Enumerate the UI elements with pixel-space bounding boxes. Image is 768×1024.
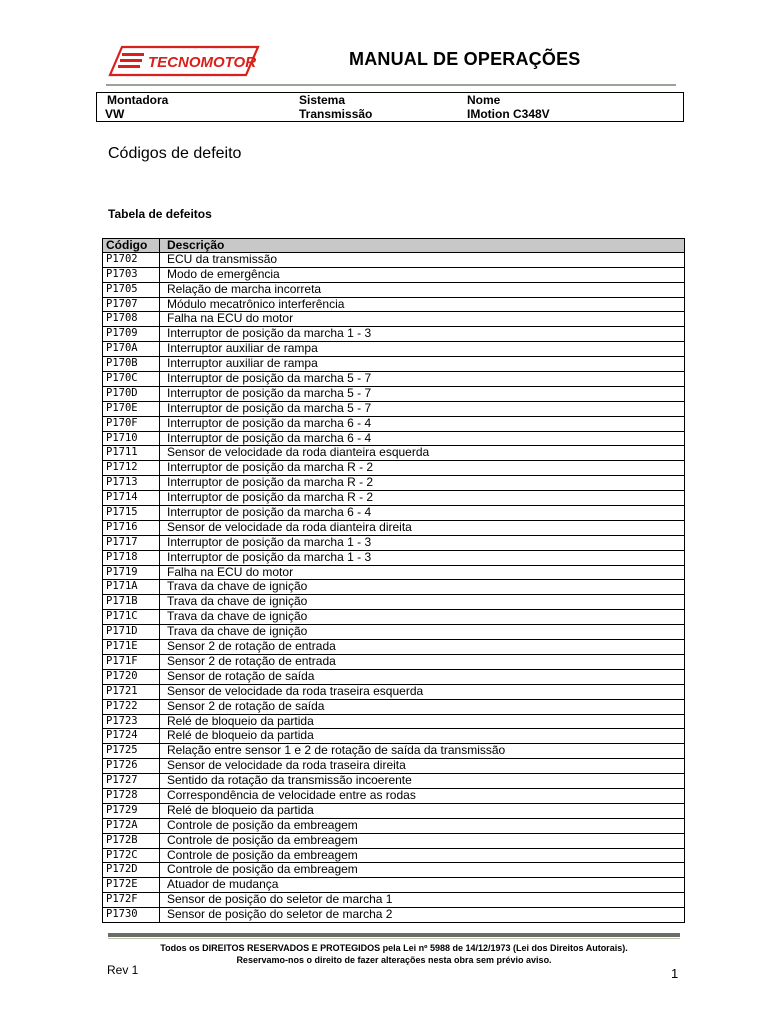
fault-code: P1714 bbox=[102, 491, 160, 505]
fault-code: P1713 bbox=[102, 476, 160, 490]
fault-description: Trava da chave de ignição bbox=[167, 580, 308, 594]
table-row bbox=[102, 506, 685, 521]
nome-value: IMotion C348V bbox=[467, 107, 550, 121]
fault-description: Interruptor de posição da marcha R - 2 bbox=[167, 476, 374, 490]
fault-description: Sensor de velocidade da roda dianteira direita bbox=[167, 520, 412, 534]
table-border-right bbox=[684, 238, 685, 923]
fault-code: P1710 bbox=[102, 432, 160, 446]
vehicle-info-box bbox=[96, 92, 684, 122]
table-row bbox=[102, 625, 685, 640]
fault-code: P1726 bbox=[102, 759, 160, 773]
fault-code: P1712 bbox=[102, 461, 160, 475]
fault-description: Sensor de rotação de saída bbox=[167, 669, 315, 683]
table-row bbox=[102, 700, 685, 715]
table-row bbox=[102, 461, 685, 476]
fault-description: Interruptor auxiliar de rampa bbox=[167, 357, 318, 371]
table-row bbox=[102, 804, 685, 819]
fault-description: ECU da transmissão bbox=[167, 252, 278, 266]
fault-description: Sentido da rotação da transmissão incoerente bbox=[167, 774, 412, 788]
fault-description: Modo de emergência bbox=[167, 267, 280, 281]
table-row bbox=[102, 863, 685, 878]
fault-description: Controle de posição da embreagem bbox=[167, 818, 358, 832]
table-row bbox=[102, 402, 685, 417]
fault-description: Sensor de velocidade da roda traseira direita bbox=[167, 759, 406, 773]
table-row bbox=[102, 893, 685, 908]
table-row bbox=[102, 789, 685, 804]
fault-code: P1729 bbox=[102, 804, 160, 818]
fault-description: Interruptor de posição da marcha R - 2 bbox=[167, 461, 374, 475]
fault-description: Sensor 2 de rotação de entrada bbox=[167, 640, 336, 654]
copyright-line-2: Reservamo-nos o direito de fazer alterações nesta obra sem prévio aviso. bbox=[236, 955, 552, 965]
table-row bbox=[102, 298, 685, 313]
fault-code: P1716 bbox=[102, 521, 160, 535]
table-row bbox=[102, 655, 685, 670]
fault-code: P1705 bbox=[102, 283, 160, 297]
footer-divider-accent bbox=[108, 938, 680, 939]
fault-description: Relação entre sensor 1 e 2 de rotação de saída da transmissão bbox=[167, 744, 506, 758]
table-row bbox=[102, 476, 685, 491]
header-divider bbox=[106, 84, 676, 86]
fault-description: Controle de posição da embreagem bbox=[167, 833, 358, 847]
fault-code: P1717 bbox=[102, 536, 160, 550]
fault-code: P1708 bbox=[102, 312, 160, 326]
sistema-value: Transmissão bbox=[299, 107, 373, 121]
fault-code: P171C bbox=[102, 610, 160, 624]
table-row bbox=[102, 551, 685, 566]
table-row bbox=[102, 908, 685, 923]
fault-code: P170D bbox=[102, 387, 160, 401]
table-row bbox=[102, 342, 685, 357]
fault-code: P172D bbox=[102, 863, 160, 877]
fault-code: P170F bbox=[102, 417, 160, 431]
table-row bbox=[102, 417, 685, 432]
fault-description: Interruptor de posição da marcha 5 - 7 bbox=[167, 386, 372, 400]
table-row bbox=[102, 774, 685, 789]
fault-description: Módulo mecatrônico interferência bbox=[167, 297, 345, 311]
fault-code: P171A bbox=[102, 580, 160, 594]
table-row bbox=[102, 372, 685, 387]
fault-description: Sensor de posição do seletor de marcha 2 bbox=[167, 908, 393, 922]
page-number: 1 bbox=[671, 966, 679, 981]
table-row bbox=[102, 327, 685, 342]
column-header-description: Descrição bbox=[167, 239, 225, 252]
table-row bbox=[102, 521, 685, 536]
revision-label: Rev 1 bbox=[107, 963, 139, 977]
table-row bbox=[102, 715, 685, 730]
table-row bbox=[102, 744, 685, 759]
fault-description: Interruptor de posição da marcha R - 2 bbox=[167, 491, 374, 505]
fault-code: P1719 bbox=[102, 566, 160, 580]
fault-code: P1728 bbox=[102, 789, 160, 803]
fault-code: P1730 bbox=[102, 908, 160, 922]
table-row bbox=[102, 253, 685, 268]
fault-description: Interruptor de posição da marcha 5 - 7 bbox=[167, 401, 372, 415]
table-row bbox=[102, 580, 685, 595]
fault-description: Interruptor de posição da marcha 1 - 3 bbox=[167, 535, 372, 549]
fault-code-table bbox=[102, 238, 685, 923]
fault-description: Controle de posição da embreagem bbox=[167, 863, 358, 877]
fault-description: Sensor de posição do seletor de marcha 1 bbox=[167, 893, 393, 907]
table-row bbox=[102, 446, 685, 461]
fault-code: P170C bbox=[102, 372, 160, 386]
fault-description: Sensor 2 de rotação de saída bbox=[167, 699, 325, 713]
table-row bbox=[102, 610, 685, 625]
fault-description: Falha na ECU do motor bbox=[167, 565, 294, 579]
fault-code: P1711 bbox=[102, 446, 160, 460]
table-row bbox=[102, 268, 685, 283]
fault-description: Sensor de velocidade da roda traseira esquerda bbox=[167, 684, 424, 698]
fault-code: P172B bbox=[102, 834, 160, 848]
copyright-notice bbox=[108, 942, 680, 966]
fault-code: P1715 bbox=[102, 506, 160, 520]
fault-code: P171B bbox=[102, 595, 160, 609]
fault-code: P1724 bbox=[102, 729, 160, 743]
fault-code: P1707 bbox=[102, 298, 160, 312]
fault-description: Interruptor auxiliar de rampa bbox=[167, 342, 318, 356]
table-body bbox=[102, 253, 685, 923]
table-row bbox=[102, 670, 685, 685]
document-title: MANUAL DE OPERAÇÕES bbox=[349, 49, 581, 69]
table-row bbox=[102, 878, 685, 893]
fault-description: Interruptor de posição da marcha 6 - 4 bbox=[167, 431, 372, 445]
sistema-label: Sistema bbox=[299, 93, 346, 107]
fault-description: Interruptor de posição da marcha 6 - 4 bbox=[167, 506, 372, 520]
table-row bbox=[102, 283, 685, 298]
table-row bbox=[102, 566, 685, 581]
table-row bbox=[102, 849, 685, 864]
nome-label: Nome bbox=[467, 93, 501, 107]
table-row bbox=[102, 387, 685, 402]
fault-code: P170E bbox=[102, 402, 160, 416]
tecnomotor-logo bbox=[108, 44, 260, 78]
fault-description: Relação de marcha incorreta bbox=[167, 282, 322, 296]
table-row bbox=[102, 819, 685, 834]
fault-description: Relé de bloqueio da partida bbox=[167, 729, 314, 743]
table-row bbox=[102, 312, 685, 327]
fault-code: P1721 bbox=[102, 685, 160, 699]
montadora-value: VW bbox=[105, 107, 125, 121]
fault-description: Trava da chave de ignição bbox=[167, 610, 308, 624]
fault-description: Trava da chave de ignição bbox=[167, 595, 308, 609]
fault-code: P171E bbox=[102, 640, 160, 654]
table-header-row bbox=[102, 238, 685, 253]
fault-description: Interruptor de posição da marcha 5 - 7 bbox=[167, 372, 372, 386]
fault-description: Sensor de velocidade da roda dianteira esquerda bbox=[167, 446, 430, 460]
table-border-left bbox=[102, 238, 103, 923]
fault-code: P1702 bbox=[102, 253, 160, 267]
fault-code: P1703 bbox=[102, 268, 160, 282]
table-row bbox=[102, 536, 685, 551]
fault-description: Relé de bloqueio da partida bbox=[167, 714, 314, 728]
table-title: Tabela de defeitos bbox=[108, 207, 212, 221]
fault-description: Atuador de mudança bbox=[167, 878, 279, 892]
table-row bbox=[102, 834, 685, 849]
table-row bbox=[102, 685, 685, 700]
fault-description: Relé de bloqueio da partida bbox=[167, 803, 314, 817]
fault-code: P1725 bbox=[102, 744, 160, 758]
svg-text:TECNOMOTOR: TECNOMOTOR bbox=[148, 54, 257, 71]
table-row bbox=[102, 357, 685, 372]
fault-code: P172F bbox=[102, 893, 160, 907]
fault-code: P1720 bbox=[102, 670, 160, 684]
table-row bbox=[102, 432, 685, 447]
fault-description: Trava da chave de ignição bbox=[167, 625, 308, 639]
fault-description: Correspondência de velocidade entre as rodas bbox=[167, 788, 416, 802]
table-row bbox=[102, 491, 685, 506]
fault-code: P1722 bbox=[102, 700, 160, 714]
section-title: Códigos de defeito bbox=[108, 145, 242, 162]
fault-description: Interruptor de posição da marcha 1 - 3 bbox=[167, 327, 372, 341]
fault-description: Controle de posição da embreagem bbox=[167, 848, 358, 862]
fault-code: P1709 bbox=[102, 327, 160, 341]
fault-code: P1727 bbox=[102, 774, 160, 788]
table-row bbox=[102, 759, 685, 774]
footer-divider bbox=[108, 933, 680, 937]
fault-code: P1718 bbox=[102, 551, 160, 565]
fault-description: Interruptor de posição da marcha 6 - 4 bbox=[167, 416, 372, 430]
fault-code: P170A bbox=[102, 342, 160, 356]
montadora-label: Montadora bbox=[107, 93, 169, 107]
fault-description: Falha na ECU do motor bbox=[167, 312, 294, 326]
fault-code: P172E bbox=[102, 878, 160, 892]
fault-code: P171D bbox=[102, 625, 160, 639]
fault-description: Interruptor de posição da marcha 1 - 3 bbox=[167, 550, 372, 564]
copyright-line-1: Todos os DIREITOS RESERVADOS E PROTEGIDOS pela Lei nº 5988 de 14/12/1973 (Lei dos Direitos Autorais). bbox=[160, 943, 628, 953]
fault-code: P172C bbox=[102, 849, 160, 863]
table-row bbox=[102, 595, 685, 610]
fault-code: P172A bbox=[102, 819, 160, 833]
fault-code: P1723 bbox=[102, 715, 160, 729]
fault-description: Sensor 2 de rotação de entrada bbox=[167, 654, 336, 668]
column-header-code: Código bbox=[102, 239, 160, 252]
fault-code: P170B bbox=[102, 357, 160, 371]
table-row bbox=[102, 729, 685, 744]
fault-code: P171F bbox=[102, 655, 160, 669]
table-row bbox=[102, 640, 685, 655]
